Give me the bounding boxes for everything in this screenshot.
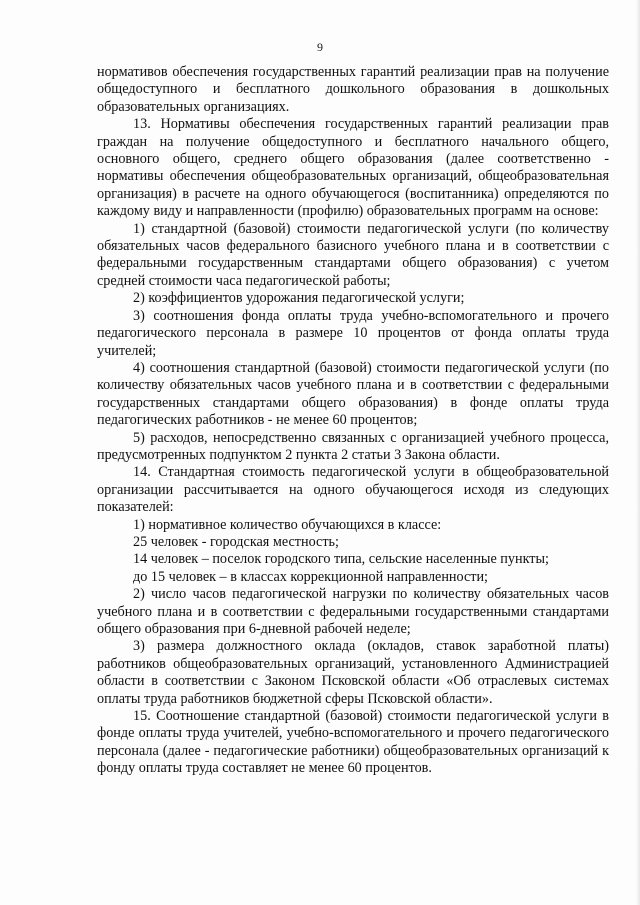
paragraph-item-14: 14. Стандартная стоимость педагогической услуги в общеобразовательной организации рассчитывается на одного обучающегося исходя из следующих показателей: bbox=[97, 464, 609, 516]
list-item-14-2: 2) число часов педагогической нагрузки по количеству обязательных часов учебного плана и в соответствии с федеральными государственными стандартами общего образования при 6-дневной рабочей неделе; bbox=[97, 586, 609, 637]
list-item-14-1-rural: 14 человек – поселок городского типа, сельские населенные пункты; bbox=[133, 551, 549, 568]
list-item-13-2: 2) коэффициентов удорожания педагогической услуги; bbox=[133, 290, 465, 307]
paragraph-item-15: 15. Соотношение стандартной (базовой) стоимости педагогической услуги в фонде оплаты труда учителей, учебно-вспомогательного и прочего педагогического персонала (далее - педагогические работники) общеобразовательных организаций к фонду оплаты труда составляет не менее 60 процентов. bbox=[97, 708, 609, 777]
list-item-13-4: 4) соотношения стандартной (базовой) стоимости педагогической услуги (по количеству обязательных часов учебного плана и в соответствии с федеральными государственных стандартами общего образования) в фонде оплаты труда педагогических работников - не менее 60 процентов; bbox=[97, 359, 609, 429]
list-item-14-1-correctional: до 15 человек – в классах коррекционной направленности; bbox=[133, 568, 488, 585]
list-item-14-1: 1) нормативное количество обучающихся в классе: bbox=[133, 516, 442, 533]
paragraph-item-13: 13. Нормативы обеспечения государственных гарантий реализации прав граждан на получение общедоступного и бесплатного начального общего, основного общего, среднего общего образования (далее соответственно - нормативы обеспечения общеобразовательных организаций, общеобразовательная организация) в расчете на одного обучающегося (воспитанника) определяются по каждому виду и направленности (профилю) образовательных программ на основе: bbox=[97, 116, 609, 220]
scan-edge-shadow bbox=[636, 0, 640, 905]
list-item-13-3: 3) соотношения фонда оплаты труда учебно-вспомогательного и прочего педагогического персонала в размере 10 процентов от фонда оплаты труда учителей; bbox=[97, 307, 609, 359]
document-body bbox=[97, 64, 609, 778]
paragraph-continuation: нормативов обеспечения государственных гарантий реализации прав на получение общедоступного и бесплатного дошкольного образования в дошкольных образовательных организациях. bbox=[97, 64, 609, 115]
list-item-14-1-urban: 25 человек - городская местность; bbox=[133, 533, 339, 550]
list-item-14-3: 3) размера должностного оклада (окладов, ставок заработной платы) работников общеобразовательных организаций, установленного Администрацией области в соответствии с Законом Псковской области «Об отраслевых системах оплаты труда работников бюджетной сферы Псковской области». bbox=[97, 638, 609, 707]
list-item-13-1: 1) стандартной (базовой) стоимости педагогической услуги (по количеству обязательных часов федерального базисного учебного плана и в соответствии с федеральными государственным стандартами общего образования) с учетом средней стоимости часа педагогической работы; bbox=[97, 220, 609, 289]
page-number: 9 bbox=[317, 40, 323, 54]
list-item-13-5: 5) расходов, непосредственно связанных с организацией учебного процесса, предусмотренных подпунктом 2 пункта 2 статьи 3 Закона области. bbox=[97, 429, 609, 463]
